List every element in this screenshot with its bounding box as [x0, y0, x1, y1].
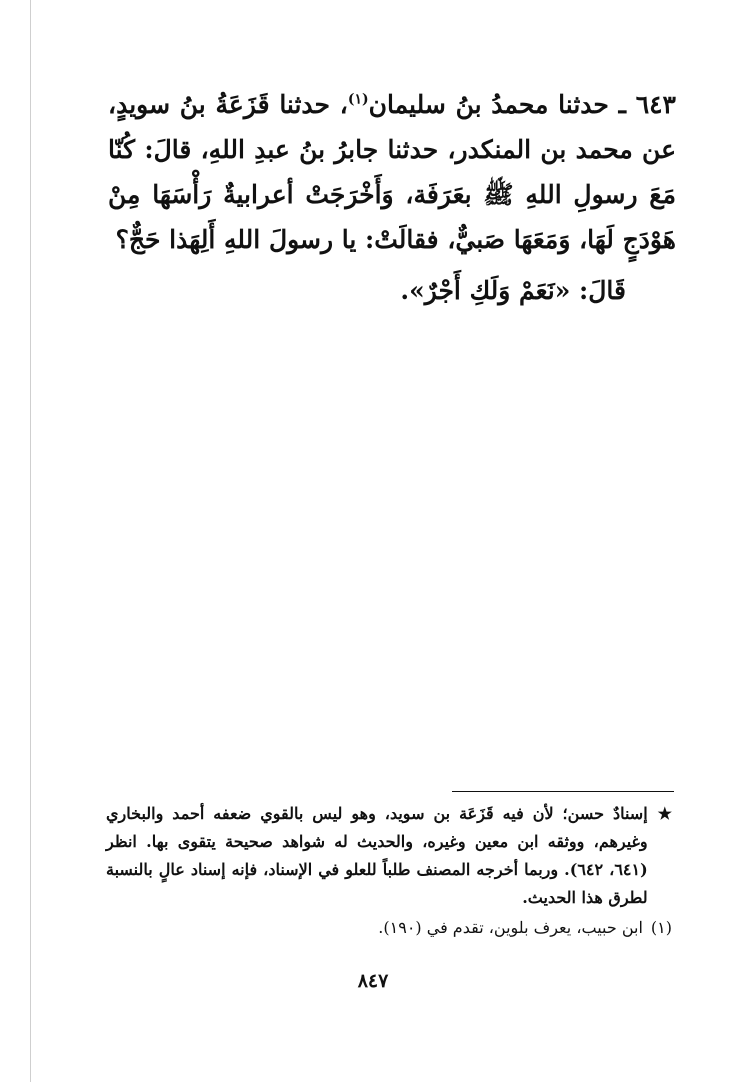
footnote-one-text: ابن حبيب، يعرف بلوين، تقدم في (١٩٠).	[378, 918, 643, 937]
margin-line	[30, 0, 31, 1082]
page-number: ٨٤٧	[357, 970, 389, 992]
hadith-text	[108, 82, 676, 313]
hadith-lead: ـ حدثنا محمدُ بنُ سليمان	[368, 90, 626, 119]
hadith-number: ٦٤٣	[635, 90, 676, 119]
footnote-separator	[452, 791, 674, 792]
footnotes	[106, 800, 672, 942]
hadith-reply: قَالَ: «نَعَمْ وَلَكِ أَجْرٌ».	[400, 276, 626, 305]
footnote-grading	[106, 800, 672, 912]
star-mark: ★	[657, 804, 672, 823]
footnote-grading-text: إسنادٌ حسن؛ لأن فيه قَزَعَة بن سويد، وهو ليس بالقوي ضعفه أحمد والبخاري وغيرهم، ووثقه ابن معين وغيره، والحديث له شواهد صحيحة يتقوى بها. انظر (٦٤١، ٦٤٢). وربما أخرجه المصنف طلباً للعلو في الإسناد، فإنه إسناد عالٍ بالنسبة لطرق هذا الحديث.	[106, 804, 648, 907]
hadith-body: ، حدثنا قَزَعَةُ بنُ سويدٍ، عن محمد بن المنكدر، حدثنا جابرُ بنُ عبدِ اللهِ، قالَ: كُنّا مَعَ رسولِ اللهِ ﷺ بعَرَفَة، وَأَخْرَجَتْ أعرابيةٌ رَأْسَهَا مِنْ هَوْدَجٍ لَهَا، وَمَعَهَا صَبيٌّ، فقالَتْ: يا رسولَ اللهِ أَلِهَذا حَجٌّ؟	[108, 90, 676, 254]
footnote-one	[106, 914, 672, 942]
footnote-one-mark: (١)	[650, 918, 672, 937]
footnote-reference[interactable]: (١)	[347, 91, 369, 108]
hadith-paragraph	[108, 82, 676, 262]
